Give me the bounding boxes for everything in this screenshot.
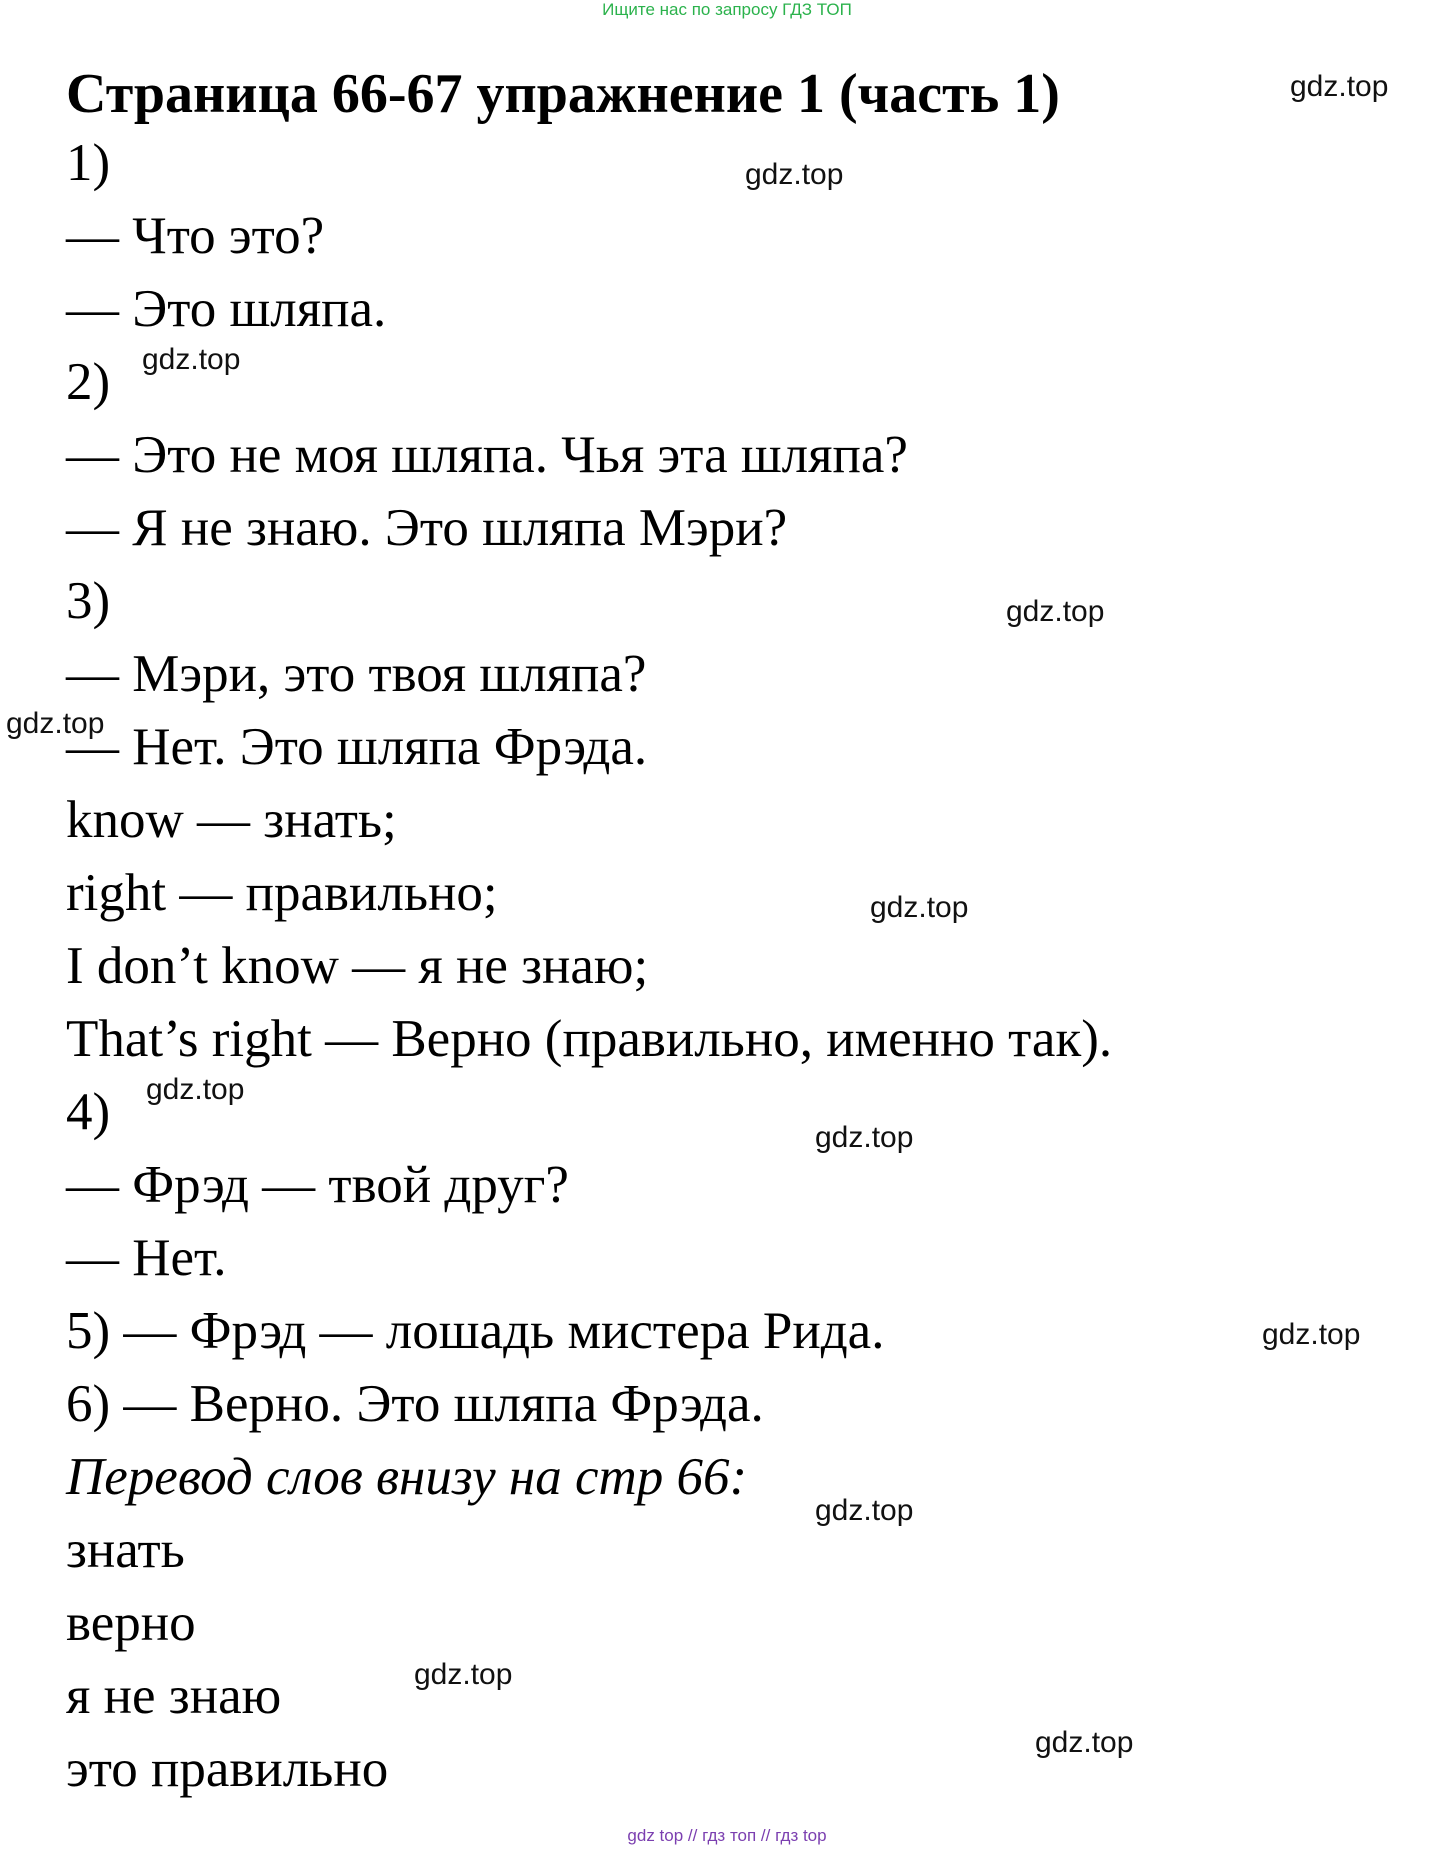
page-title: Страница 66-67 упражнение 1 (часть 1) bbox=[66, 63, 1060, 125]
text-line: 2) bbox=[66, 353, 111, 411]
text-line: — Мэри, это твоя шляпа? bbox=[66, 645, 647, 703]
watermark: gdz.top bbox=[142, 343, 241, 376]
watermark: gdz.top bbox=[1035, 1726, 1134, 1759]
text-line: That’s right — Верно (правильно, именно так). bbox=[66, 1010, 1113, 1068]
text-line: 3) bbox=[66, 572, 111, 630]
text-line: это правильно bbox=[66, 1740, 389, 1798]
watermark: gdz.top bbox=[870, 891, 969, 924]
watermark: gdz.top bbox=[1006, 595, 1105, 628]
text-line: — Нет. bbox=[66, 1229, 227, 1287]
watermark: gdz.top bbox=[815, 1121, 914, 1154]
footer: gdz top // гдз топ // гдз top bbox=[627, 1826, 827, 1845]
text-line: 1) bbox=[66, 134, 111, 192]
top-banner: Ищите нас по запросу ГДЗ ТОП bbox=[602, 0, 852, 19]
watermark: gdz.top bbox=[6, 707, 105, 740]
watermark: gdz.top bbox=[815, 1494, 914, 1527]
text-line: — Это шляпа. bbox=[66, 280, 387, 338]
text-line: — Что это? bbox=[66, 207, 325, 265]
text-line: верно bbox=[66, 1594, 196, 1652]
watermark: gdz.top bbox=[1262, 1318, 1361, 1351]
text-line: — Фрэд — твой друг? bbox=[66, 1156, 569, 1214]
text-line: right — правильно; bbox=[66, 864, 498, 922]
text-line: I don’t know — я не знаю; bbox=[66, 937, 649, 995]
text-line: 4) bbox=[66, 1083, 111, 1141]
text-line: 5) — Фрэд — лошадь мистера Рида. bbox=[66, 1302, 885, 1360]
text-line: я не знаю bbox=[66, 1667, 282, 1725]
watermark: gdz.top bbox=[1290, 70, 1389, 103]
text-line: know — знать; bbox=[66, 791, 397, 849]
text-line: — Это не моя шляпа. Чья эта шляпа? bbox=[66, 426, 908, 484]
text-line: 6) — Верно. Это шляпа Фрэда. bbox=[66, 1375, 764, 1433]
text-line: знать bbox=[66, 1521, 185, 1579]
watermark: gdz.top bbox=[146, 1073, 245, 1106]
watermark: gdz.top bbox=[745, 158, 844, 191]
text-line: — Я не знаю. Это шляпа Мэри? bbox=[66, 499, 788, 557]
watermark: gdz.top bbox=[414, 1658, 513, 1691]
text-line-italic: Перевод слов внизу на стр 66: bbox=[66, 1448, 748, 1506]
text-line: — Нет. Это шляпа Фрэда. bbox=[66, 718, 648, 776]
